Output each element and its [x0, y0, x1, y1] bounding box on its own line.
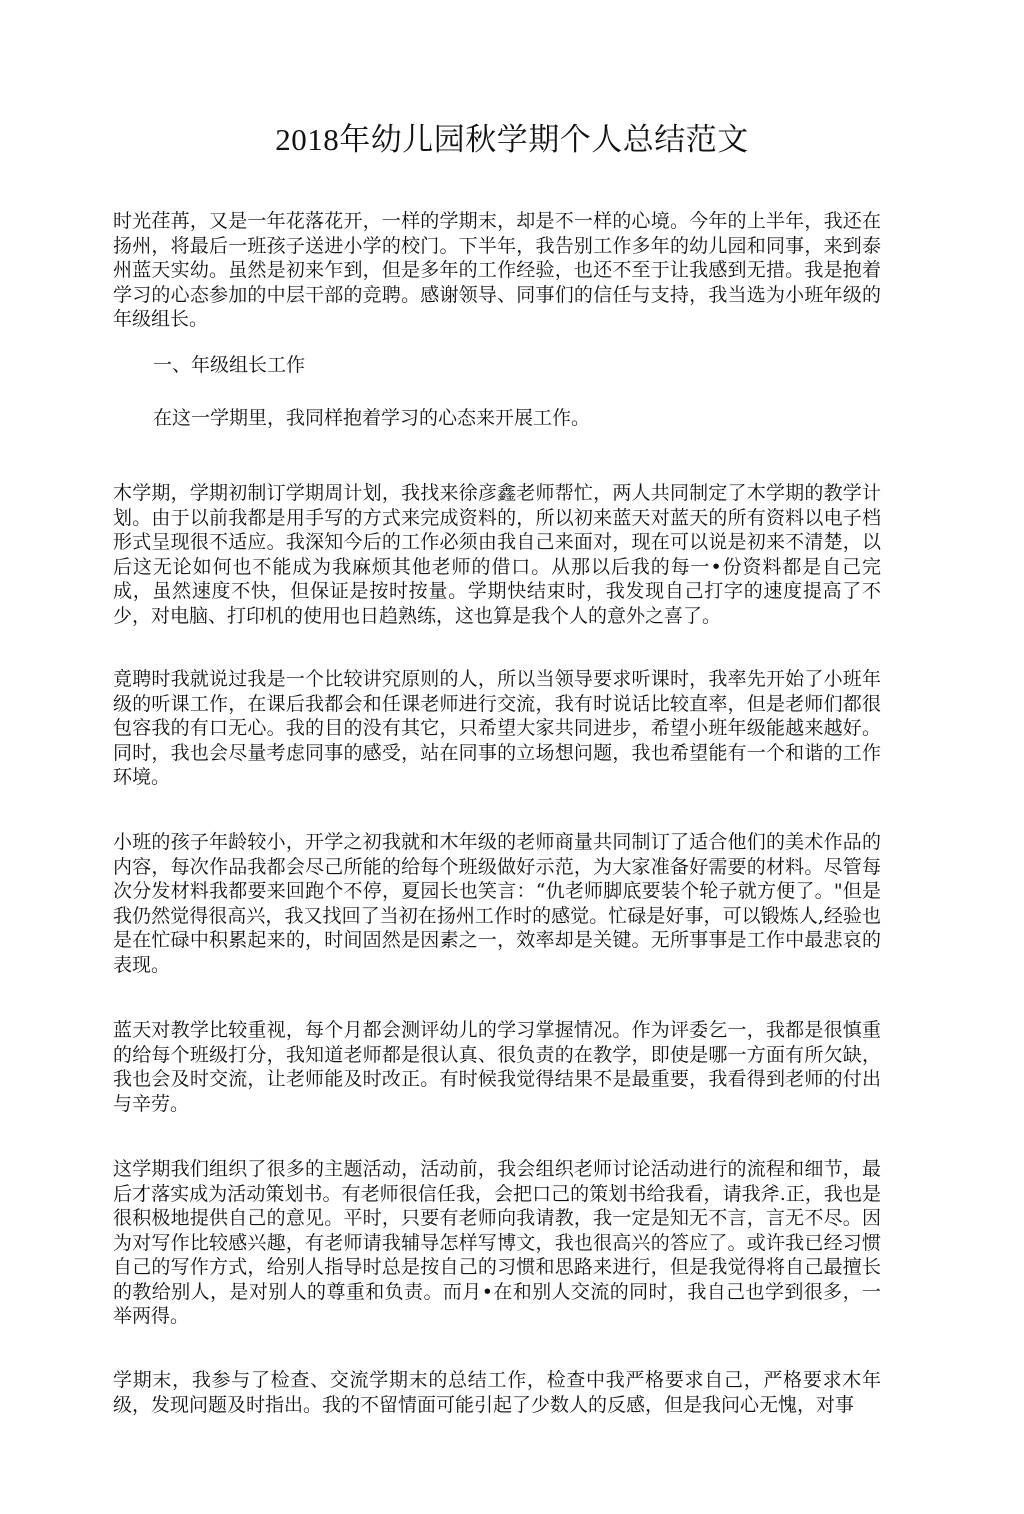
section-heading: 一、年级组长工作 — [153, 354, 306, 376]
paragraph-evaluation: 蓝天对教学比较重视，每个月都会测评幼儿的学习掌握情况。作为评委乞一，我都是很慎重的给每个班级打分，我知道老师都是很认真、很负责的在教学，即使是哪一方面有所欠缺，我也会及时交流，让老师能及时改正。有时候我觉得结果不是最重要，我看得到老师的付出与辛劳。 — [113, 1019, 881, 1115]
paragraph-lesson-observation: 竟聘时我就说过我是一个比较讲究原则的人，所以当领导要求听课时，我率先开始了小班年级的听课工作，在课后我都会和任课老师进行交流，我有时说话比较直率，但是老师们都很包容我的有口无心。我的目的没有其它，只希望大家共同进步，希望小班年级能越来越好。同时，我也会尽量考虑同事的感受，站在同事的立场想问题，我也希望能有一个和谐的工作环境。 — [113, 668, 881, 788]
paragraph-theme-activities: 这学期我们组织了很多的主题活动，活动前，我会组织老师讨论活动进行的流程和细节，最后才落实成为活动策划书。有老师很信任我，会把口己的策划书给我看，请我斧.正，我也是很积极地提供自己的意见。平时，只要有老师向我请教，我一定是知无不言，言无不尽。因为对写作比较感兴趣，有老师请我辅导怎样写博文，我也很高兴的答应了。或许我已经习惯自己的写作方式，给别人指导时总是按自己的习惯和思路来进行，但是我觉得将自己最擅长的教给别人，是对别人的尊重和负责。而月•在和别人交流的同时，我自己也学到很多，一举两得。 — [113, 1158, 881, 1327]
paragraph-lead: 在这一学期里，我同样抱着学习的心态来开展工作。 — [153, 407, 591, 429]
document-title: 2018年幼儿园秋学期个人总结范文 — [275, 122, 749, 157]
paragraph-term-end: 学期末，我参与了检查、交流学期末的总结工作，检查中我严格要求自己，严格要求木年级，发现问题及时指出。我的不留情面可能引起了少数人的反感，但是我问心无愧，对事 — [113, 1369, 881, 1416]
paragraph-art-work: 小班的孩子年龄较小，开学之初我就和木年级的老师商量共同制订了适合他们的美术作品的内容，每次作品我都会尽己所能的给每个班级做好示范，为大家准备好需要的材料。尽管每次分发材料我都要来回跑个不停，夏园长也笑言：“仇老师脚底要装个轮子就方便了。"但是我仍然觉得很高兴，我又找回了当初在扬州工作时的感觉。忙碌是好事，可以锻炼人,经验也是在忙碌中积累起来的，时间固然是因素之一，效率却是关键。无所事事是工作中最悲哀的表现。 — [113, 831, 881, 976]
paragraph-planning: 木学期，学期初制订学期周计划，我找来徐彦鑫老师帮忙，两人共同制定了木学期的教学计划。由于以前我都是用手写的方式来完成资料的，所以初来蓝天对蓝天的所有资料以电子档形式呈现很不适应。我深知今后的工作必须由我自己来面对，现在可以说是初来不清楚，以后这无论如何也不能成为我麻烦其他老师的借口。从那以后我的每一•份资料都是自己完成，虽然速度不快，但保证是按时按量。学期快结束时，我发现自己打字的速度提高了不少，对电脑、打印机的使用也日趋熟练，这也算是我个人的意外之喜了。 — [113, 482, 881, 627]
paragraph-intro: 时光荏苒，又是一年花落花开，一样的学期末，却是不一样的心境。今年的上半年，我还在扬州，将最后一班孩子送进小学的校门。下半年，我告别工作多年的幼儿园和同事，来到泰州蓝天实幼。虽然是初来乍到，但是多年的工作经验，也还不至于让我感到无措。我是抱着学习的心态参加的中层干部的竞聘。感谢领导、同事们的信任与支持，我当选为小班年级的年级组长。 — [113, 210, 881, 330]
